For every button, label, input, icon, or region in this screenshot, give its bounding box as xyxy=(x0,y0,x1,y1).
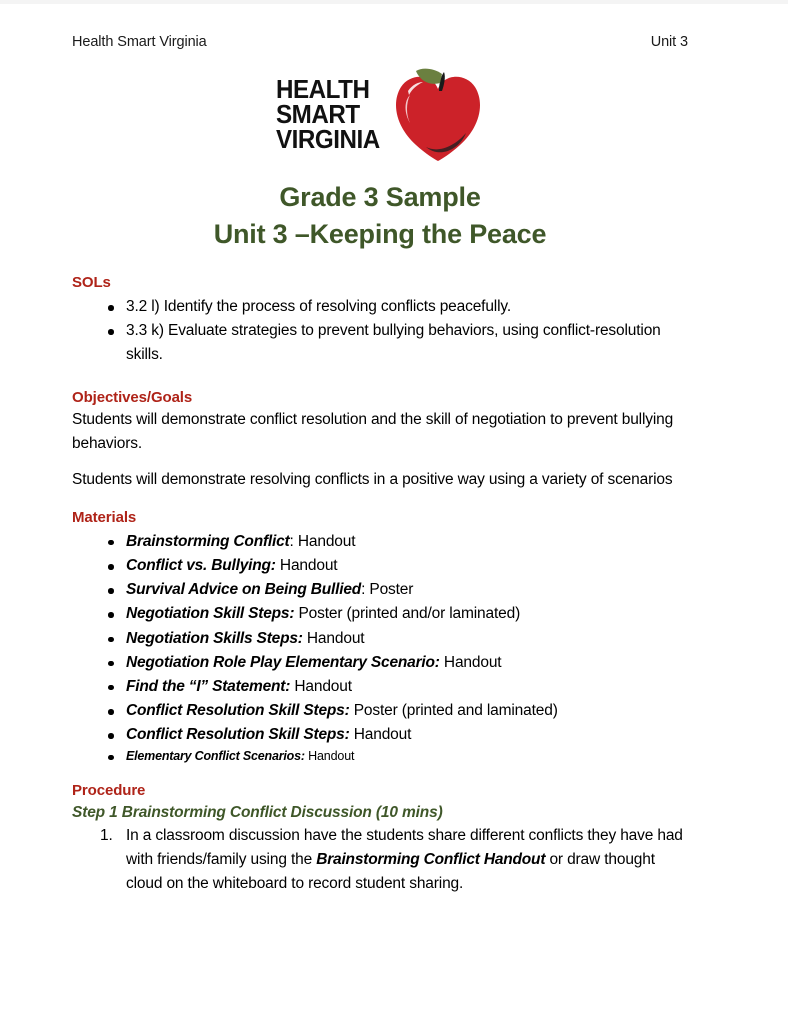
list-item: Elementary Conflict Scenarios: Handout xyxy=(72,748,688,766)
logo-wordmark xyxy=(276,73,388,154)
list-item: Negotiation Skills Steps: Handout xyxy=(72,627,688,651)
running-head-right: Unit 3 xyxy=(650,34,688,50)
material-name: Negotiation Skill Steps: xyxy=(126,605,295,623)
procedure-steps-list xyxy=(72,824,688,896)
material-name: Conflict Resolution Skill Steps: xyxy=(126,726,350,744)
material-name: Negotiation Role Play Elementary Scenario: xyxy=(126,653,440,671)
logo-line-health: HEALTH xyxy=(276,74,370,105)
material-name: Conflict vs. Bullying: xyxy=(126,557,276,575)
list-item: Brainstorming Conflict: Handout xyxy=(72,530,688,554)
apple-heart-icon xyxy=(392,65,484,163)
list-item: Conflict vs. Bullying: Handout xyxy=(72,554,688,578)
logo-container xyxy=(72,73,688,163)
handout-reference: Brainstorming Conflict Handout xyxy=(316,851,546,869)
list-item: Find the “I” Statement: Handout xyxy=(72,675,688,699)
section-heading-materials: Materials xyxy=(72,508,137,526)
procedure-step-label: Step 1 Brainstorming Conflict Discussion (10 mins) xyxy=(72,804,443,821)
title-line-unit: Unit 3 –Keeping the Peace xyxy=(213,218,547,249)
running-head xyxy=(72,34,688,51)
sols-list xyxy=(72,295,688,367)
title-line-grade: Grade 3 Sample xyxy=(279,182,481,213)
list-item: 3.3 k) Evaluate strategies to prevent bullying behaviors, using conflict-resolution skills. xyxy=(72,319,688,367)
section-heading-sols: SOLs xyxy=(72,274,111,292)
material-name: Conflict Resolution Skill Steps: xyxy=(126,702,350,720)
list-item: Conflict Resolution Skill Steps: Handout xyxy=(72,723,688,747)
list-item: Negotiation Skill Steps: Poster (printed and/or laminated) xyxy=(72,602,688,626)
list-item: 3.2 l) Identify the process of resolving conflicts peacefully. xyxy=(72,295,688,319)
material-name: Brainstorming Conflict xyxy=(126,532,290,550)
materials-list xyxy=(72,530,688,765)
logo-line-smart: SMART xyxy=(276,99,360,130)
list-item: Negotiation Role Play Elementary Scenario: Handout xyxy=(72,651,688,675)
material-name: Survival Advice on Being Bullied xyxy=(126,581,362,599)
material-name: Find the “I” Statement: xyxy=(126,677,291,695)
objectives-paragraph: Students will demonstrate conflict resolution and the skill of negotiation to prevent bullying behaviors. xyxy=(72,411,674,452)
health-smart-virginia-logo xyxy=(276,73,484,163)
list-item: In a classroom discussion have the students share different conflicts they have had with friends/family using the Brainstorming Conflict Handout or draw thought cloud on the whiteboard to record student sharing. xyxy=(126,827,683,893)
material-name: Elementary Conflict Scenarios: xyxy=(126,748,305,763)
running-head-left: Health Smart Virginia xyxy=(72,34,207,50)
logo-line-virginia: VIRGINIA xyxy=(276,123,380,154)
material-name: Negotiation Skills Steps: xyxy=(126,629,303,647)
section-heading-procedure: Procedure xyxy=(72,782,146,799)
page-title xyxy=(72,179,688,252)
objectives-paragraph: Students will demonstrate resolving conflicts in a positive way using a variety of scenarios xyxy=(72,471,673,489)
section-heading-objectives: Objectives/Goals xyxy=(72,389,193,407)
list-item: Survival Advice on Being Bullied: Poster xyxy=(72,578,688,602)
list-item: Conflict Resolution Skill Steps: Poster (printed and laminated) xyxy=(72,699,688,723)
